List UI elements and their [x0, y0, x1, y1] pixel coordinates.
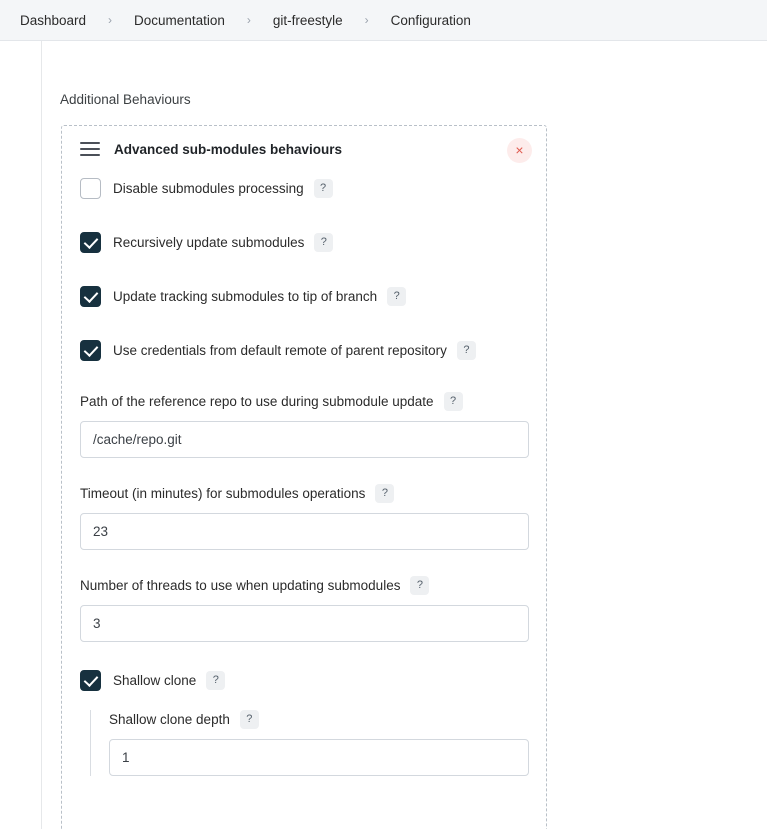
breadcrumb-separator: › [246, 13, 251, 27]
field-reference-repo-path [80, 392, 528, 458]
help-icon[interactable]: ? [387, 287, 406, 306]
help-icon[interactable]: ? [444, 392, 463, 411]
breadcrumb [0, 0, 767, 41]
drag-handle-icon[interactable] [80, 142, 100, 156]
checkbox-label: Use credentials from default remote of parent repository [113, 342, 447, 358]
content-left-rule [41, 41, 42, 829]
checkbox-use-credentials-parent-repo[interactable] [80, 340, 101, 361]
breadcrumb-item-documentation[interactable]: Documentation [134, 12, 225, 28]
help-icon[interactable]: ? [206, 671, 225, 690]
field-label: Path of the reference repo to use during submodule update [80, 394, 434, 409]
main-content [0, 41, 767, 829]
checkbox-shallow-clone[interactable] [80, 670, 101, 691]
checkbox-row-disable-submodules-processing[interactable] [80, 172, 528, 204]
checkbox-row-update-tracking-submodules[interactable] [80, 280, 528, 312]
help-icon[interactable]: ? [375, 484, 394, 503]
field-threads-count [80, 576, 528, 642]
shallow-clone-depth-group [90, 710, 528, 776]
checkbox-label: Disable submodules processing [113, 180, 304, 196]
checkbox-disable-submodules-processing[interactable] [80, 178, 101, 199]
checkbox-row-use-credentials-parent-repo[interactable] [80, 334, 528, 366]
shallow-clone-depth-input[interactable] [109, 739, 529, 776]
field-shallow-clone-depth [109, 710, 528, 776]
field-label: Timeout (in minutes) for submodules operations [80, 486, 366, 501]
breadcrumb-item-dashboard[interactable]: Dashboard [20, 12, 87, 28]
field-label-row [80, 484, 528, 503]
field-label-row [80, 576, 528, 595]
help-icon[interactable]: ? [410, 576, 429, 595]
reference-repo-path-input[interactable] [80, 421, 529, 458]
panel-header [62, 126, 546, 172]
field-label: Shallow clone depth [109, 712, 230, 727]
checkbox-recursively-update-submodules[interactable] [80, 232, 101, 253]
field-submodules-timeout [80, 484, 528, 550]
help-icon[interactable]: ? [314, 233, 333, 252]
help-icon[interactable]: ? [240, 710, 259, 729]
checkbox-update-tracking-submodules[interactable] [80, 286, 101, 307]
advanced-submodules-panel [61, 125, 547, 829]
checkbox-row-shallow-clone[interactable] [80, 664, 528, 696]
threads-count-input[interactable] [80, 605, 529, 642]
field-label-row [80, 392, 528, 411]
submodules-timeout-input[interactable] [80, 513, 529, 550]
section-title: Additional Behaviours [60, 92, 191, 107]
breadcrumb-item-configuration[interactable]: Configuration [390, 12, 471, 28]
field-label-row [109, 710, 528, 729]
close-icon[interactable]: × [507, 138, 532, 163]
help-icon[interactable]: ? [314, 179, 333, 198]
panel-title: Advanced sub-modules behaviours [114, 141, 343, 157]
breadcrumb-item-git-freestyle[interactable]: git-freestyle [272, 12, 343, 28]
help-icon[interactable]: ? [457, 341, 476, 360]
field-label: Number of threads to use when updating submodules [80, 578, 401, 593]
breadcrumb-separator: › [364, 13, 369, 27]
checkbox-label: Shallow clone [113, 672, 197, 688]
panel-body [62, 172, 546, 776]
checkbox-row-recursively-update-submodules[interactable] [80, 226, 528, 258]
checkbox-label: Recursively update submodules [113, 234, 305, 250]
checkbox-label: Update tracking submodules to tip of branch [113, 288, 378, 304]
breadcrumb-separator: › [108, 13, 113, 27]
